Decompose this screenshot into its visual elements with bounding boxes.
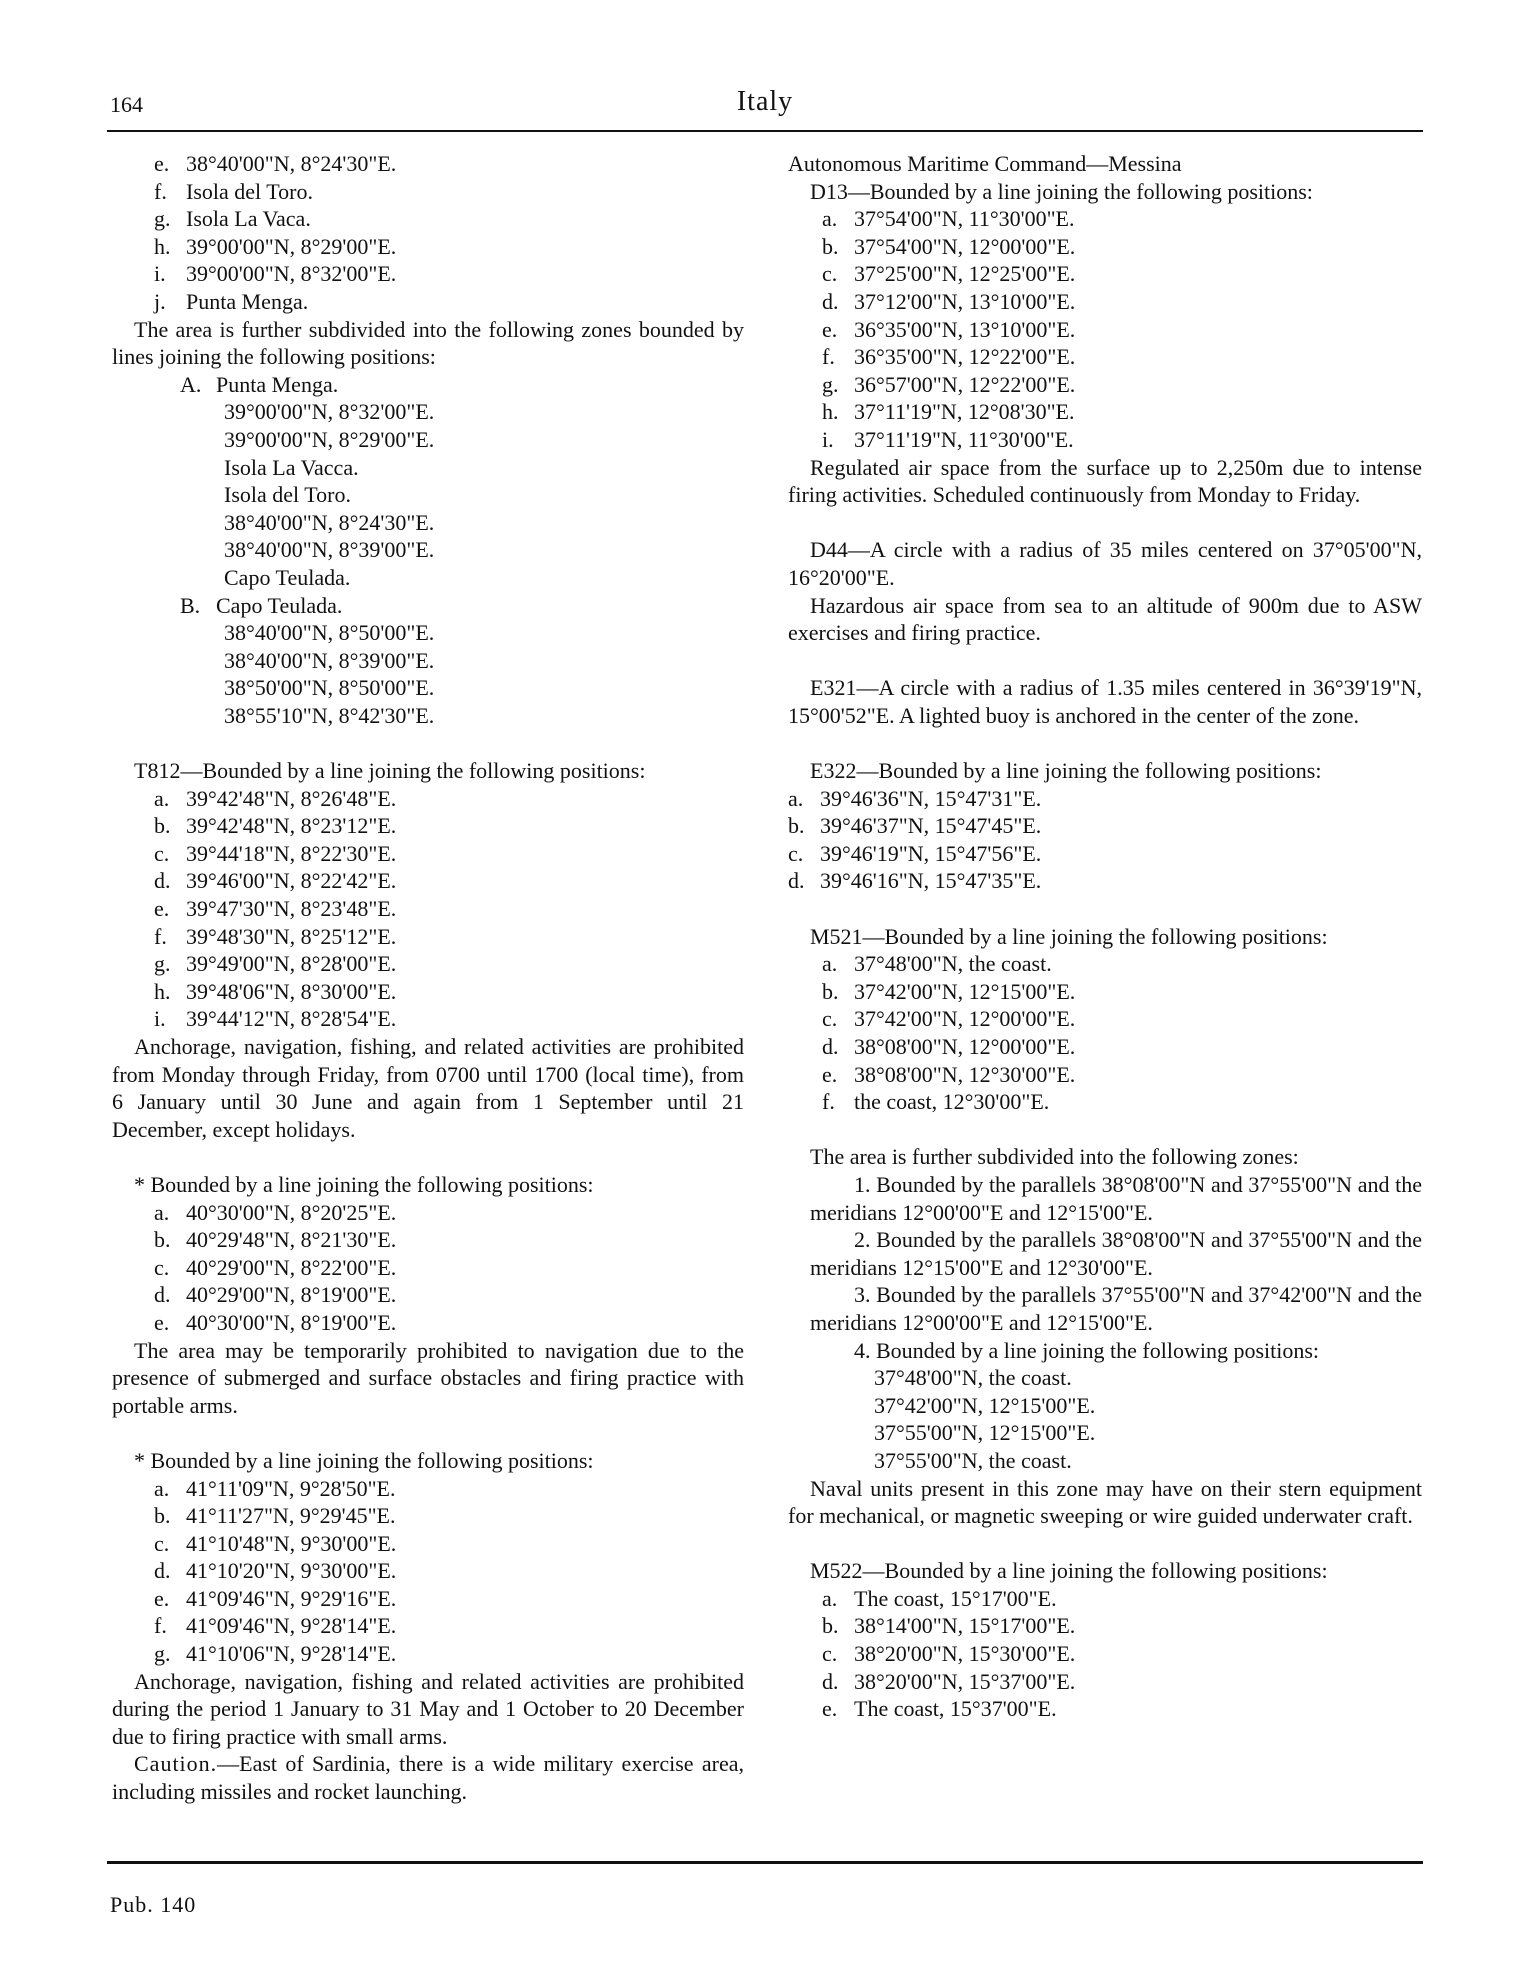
list-item (154, 978, 744, 1006)
list-item-text: 39°46'37"N, 15°47'45"E. (820, 813, 1042, 839)
list-item-text: 39°46'36"N, 15°47'31"E. (820, 785, 1042, 811)
list-item-text: Isola del Toro. (186, 178, 313, 204)
list-item-text: 41°11'09"N, 9°28'50"E. (186, 1475, 396, 1501)
footer-pub: Pub. 140 (110, 1892, 197, 1917)
list-item-label: h. (822, 399, 839, 425)
list-item-label: b. (154, 1503, 171, 1529)
list-item-text: 37°54'00"N, 11°30'00"E. (854, 206, 1075, 232)
list-item (154, 812, 744, 840)
list-item (154, 1612, 744, 1640)
star1-heading: * Bounded by a line joining the following positions: (134, 1171, 594, 1197)
list-item (822, 398, 1422, 426)
list-item-text: the coast, 12°30'00"E. (854, 1089, 1050, 1115)
list-item (154, 1475, 744, 1503)
list-item (822, 233, 1422, 261)
list-item-label: a. (822, 206, 838, 232)
list-item (822, 343, 1422, 371)
list-item-text: 39°00'00"N, 8°29'00"E. (186, 233, 397, 259)
list-item-label: g. (154, 951, 171, 977)
list-item-text: 41°09'46"N, 9°29'16"E. (186, 1585, 397, 1611)
list-item-text: 37°11'19"N, 11°30'00"E. (854, 426, 1074, 452)
list-item-label: f. (822, 1089, 835, 1115)
position-line: Isola del Toro. (224, 482, 351, 508)
list-item (822, 426, 1422, 454)
list-item-text: 39°49'00"N, 8°28'00"E. (186, 951, 397, 977)
e321-text: E321—A circle with a radius of 1.35 miles centered in 36°39'19"N, 15°00'52"E. A lighted buoy is anchored in the center of the zone. (788, 675, 1422, 728)
list-item (154, 1309, 744, 1337)
list-item-label: c. (822, 1006, 838, 1032)
list-item (154, 1254, 744, 1282)
list-item (154, 840, 744, 868)
list-item-text: 38°08'00"N, 12°00'00"E. (854, 1034, 1076, 1059)
list-item-text: 38°08'00"N, 12°30'00"E. (854, 1061, 1076, 1087)
list-item-text: 37°11'19"N, 12°08'30"E. (854, 399, 1075, 425)
list-item (154, 923, 744, 951)
list-item-label: i. (822, 426, 834, 452)
list-item-label: b. (822, 1613, 839, 1639)
list-item (154, 867, 744, 895)
list-item-label: h. (154, 978, 171, 1004)
star2-list (112, 1475, 744, 1668)
position-line: 37°55'00"N, the coast. (874, 1447, 1072, 1473)
list-item-text: 39°44'18"N, 8°22'30"E. (186, 840, 397, 866)
list-item-text: 38°14'00"N, 15°17'00"E. (854, 1613, 1076, 1639)
d44-text: D44—A circle with a radius of 35 miles centered on 37°05'00"N, 16°20'00"E. (788, 537, 1422, 590)
position-line: Capo Teulada. (224, 564, 351, 590)
list-item-text: 40°30'00"N, 8°20'25"E. (186, 1199, 397, 1225)
list-item (822, 1585, 1422, 1613)
list-item-text: 39°46'00"N, 8°22'42"E. (186, 868, 397, 894)
list-item-text: 36°35'00"N, 12°22'00"E. (854, 344, 1076, 370)
zone-4-points (788, 1364, 1422, 1474)
list-item-label: a. (822, 951, 838, 977)
list-item (154, 950, 744, 978)
list-item-label: d. (822, 1668, 839, 1694)
list-item (154, 1281, 744, 1309)
list-item-text: 39°42'48"N, 8°23'12"E. (186, 813, 397, 839)
d13-list (788, 205, 1422, 453)
list-item-label: e. (154, 896, 170, 922)
position-line: 38°40'00"N, 8°39'00"E. (224, 537, 435, 563)
list-item-text: 39°46'16"N, 15°47'35"E. (820, 868, 1042, 894)
list-item (788, 867, 1422, 895)
list-item (154, 1530, 744, 1558)
footer-rule (107, 1861, 1423, 1864)
list-item-text: 40°29'00"N, 8°19'00"E. (186, 1282, 397, 1308)
list-item-label: e. (822, 1696, 838, 1722)
list-item-label: c. (154, 1254, 170, 1280)
list-item-text: 39°44'12"N, 8°28'54"E. (186, 1006, 397, 1032)
star2-heading: * Bounded by a line joining the following positions: (134, 1447, 594, 1473)
position-line: 39°00'00"N, 8°32'00"E. (224, 399, 435, 425)
list-item-label: c. (822, 1641, 838, 1667)
position-line: 39°00'00"N, 8°29'00"E. (224, 426, 435, 452)
list-item-label: a. (154, 785, 170, 811)
list-item-label: f. (154, 178, 167, 204)
d13-heading: D13—Bounded by a line joining the following positions: (810, 178, 1313, 204)
position-line: 38°55'10"N, 8°42'30"E. (224, 702, 435, 728)
list-item-text: 39°46'19"N, 15°47'56"E. (820, 840, 1042, 866)
list-item-label: e. (822, 1061, 838, 1087)
list-item (822, 950, 1422, 978)
list-item-label: f. (154, 1613, 167, 1639)
list-item (154, 785, 744, 813)
list-item-text: 40°29'00"N, 8°22'00"E. (186, 1254, 397, 1280)
caution-text: Caution.—East of Sardinia, there is a wide military exercise area, including missiles and rocket launching. (112, 1751, 744, 1805)
m521-heading: M521—Bounded by a line joining the following positions: (810, 923, 1328, 949)
list-item (822, 316, 1422, 344)
m522-heading: M522—Bounded by a line joining the following positions: (810, 1558, 1328, 1584)
t812-text: Anchorage, navigation, fishing, and related activities are prohibited from Monday through Friday, from 0700 until 1700 (local time), from 6 January until 30 June and again from 1 September until 21 December, except holidays. (112, 1034, 744, 1142)
caution-label: Caution. (134, 1751, 218, 1777)
list-item-label: h. (154, 233, 171, 259)
list-item (154, 205, 744, 233)
zone-a-label: A. Punta Menga. (180, 371, 339, 397)
list-item-text: 41°09'46"N, 9°28'14"E. (186, 1613, 397, 1639)
list-item (154, 1199, 744, 1227)
zone-b-points (112, 619, 744, 729)
list-item-text: 39°48'06"N, 8°30'00"E. (186, 978, 397, 1004)
list-item-label: f. (154, 923, 167, 949)
list-item-label: c. (788, 840, 804, 866)
list-item-label: c. (154, 840, 170, 866)
list-item-label: d. (822, 1034, 839, 1059)
list-item-text: 36°57'00"N, 12°22'00"E. (854, 371, 1076, 397)
right-column (788, 150, 1422, 1723)
position-line: 38°40'00"N, 8°50'00"E. (224, 620, 435, 646)
m521-sub-heading: The area is further subdivided into the following zones: (810, 1144, 1299, 1170)
list-item (822, 1668, 1422, 1696)
list-item-text: 37°42'00"N, 12°00'00"E. (854, 1006, 1076, 1032)
list-item (822, 1033, 1422, 1061)
list-item-label: b. (788, 813, 805, 839)
list-item-label: j. (154, 288, 166, 314)
list-item-text: 39°00'00"N, 8°32'00"E. (186, 261, 397, 287)
list-item (822, 1640, 1422, 1668)
list-item-label: d. (822, 288, 839, 314)
e322-heading: E322—Bounded by a line joining the following positions: (810, 758, 1322, 784)
star1-list (112, 1199, 744, 1337)
list-item-label: e. (822, 316, 838, 342)
list-item (788, 840, 1422, 868)
position-line: 38°40'00"N, 8°24'30"E. (224, 509, 435, 535)
list-item-text: 39°48'30"N, 8°25'12"E. (186, 923, 397, 949)
list-item (154, 288, 744, 316)
list-item-label: d. (154, 1282, 171, 1308)
position-line: 38°40'00"N, 8°39'00"E. (224, 647, 435, 673)
list-item-label: b. (822, 978, 839, 1004)
list-item (822, 1088, 1422, 1116)
list-item-label: e. (154, 1309, 170, 1335)
page-title: Italy (736, 86, 794, 117)
list-item-label: e. (154, 1585, 170, 1611)
list-item-text: 37°12'00"N, 13°10'00"E. (854, 288, 1076, 314)
list-item (822, 978, 1422, 1006)
list-item (822, 1612, 1422, 1640)
list-item (822, 371, 1422, 399)
star1-text: The area may be temporarily prohibited to navigation due to the presence of submerged and surface obstacles and firing practice with portable arms. (112, 1337, 744, 1418)
t812-list (112, 785, 744, 1033)
header-rule (107, 130, 1423, 132)
position-line: 38°50'00"N, 8°50'00"E. (224, 675, 435, 701)
list-item-label: d. (154, 1558, 171, 1584)
list-item (154, 1502, 744, 1530)
zone-b-label: B. Capo Teulada. (180, 592, 343, 618)
list-item-text: 39°47'30"N, 8°23'48"E. (186, 896, 397, 922)
list-item-text: Punta Menga. (186, 288, 309, 314)
page-number: 164 (110, 92, 143, 117)
d44-text-2: Hazardous air space from sea to an altitude of 900m due to ASW exercises and firing practice. (788, 592, 1422, 646)
list-item-text: 40°30'00"N, 8°19'00"E. (186, 1309, 397, 1335)
list-item (154, 1005, 744, 1033)
list-item (822, 260, 1422, 288)
star2-text: Anchorage, navigation, fishing and related activities are prohibited during the period 1 January to 31 May and 1 October to 20 December due to firing practice with small arms. (112, 1668, 744, 1749)
list-item-text: 41°10'48"N, 9°30'00"E. (186, 1530, 397, 1556)
list-item-text: The coast, 15°37'00"E. (854, 1696, 1057, 1722)
list-item (788, 812, 1422, 840)
zone-3-text: 3. Bounded by the parallels 37°55'00"N and 37°42'00"N and the meridians 12°00'00"E and 12°15'00"E. (810, 1282, 1422, 1335)
list-item (154, 1226, 744, 1254)
list-item-text: 41°10'06"N, 9°28'14"E. (186, 1641, 397, 1667)
list-item-label: g. (822, 371, 839, 397)
list-item-label: a. (788, 785, 804, 811)
list-item-text: 38°40'00"N, 8°24'30"E. (186, 151, 397, 176)
list-item-label: i. (154, 1006, 166, 1032)
list-item-text: 38°20'00"N, 15°30'00"E. (854, 1641, 1076, 1667)
list-item (822, 205, 1422, 233)
list-item-label: a. (154, 1199, 170, 1225)
m521-list (788, 950, 1422, 1116)
list-item-label: f. (822, 344, 835, 370)
position-line: 37°48'00"N, the coast. (874, 1365, 1072, 1391)
list-item-label: c. (822, 261, 838, 287)
list-item-label: g. (154, 1641, 171, 1667)
list-item-label: a. (822, 1585, 838, 1611)
list-item-text: 37°48'00"N, the coast. (854, 951, 1052, 977)
position-line: 37°42'00"N, 12°15'00"E. (874, 1392, 1096, 1418)
list-item-label: i. (154, 261, 166, 287)
naval-text: Naval units present in this zone may have on their stern equipment for mechanical, or magnetic sweeping or wire guided underwater craft. (788, 1475, 1422, 1529)
position-line: Isola La Vacca. (224, 454, 359, 480)
list-item-text: 39°42'48"N, 8°26'48"E. (186, 785, 397, 811)
list-item (154, 1557, 744, 1585)
list-item (154, 1640, 744, 1668)
e322-list (788, 785, 1422, 895)
list-item (822, 288, 1422, 316)
list-item-text: The coast, 15°17'00"E. (854, 1585, 1057, 1611)
d13-text: Regulated air space from the surface up to 2,250m due to intense firing activities. Scheduled continuously from Monday to Friday. (788, 454, 1422, 508)
zone-4-heading: 4. Bounded by a line joining the following positions: (854, 1337, 1320, 1363)
list-e-j (112, 150, 744, 316)
list-item (788, 785, 1422, 813)
t812-heading: T812—Bounded by a line joining the following positions: (134, 758, 646, 784)
list-item (822, 1695, 1422, 1723)
list-item (822, 1005, 1422, 1033)
list-item (154, 178, 744, 206)
list-item-label: b. (154, 1227, 171, 1253)
list-item (154, 233, 744, 261)
list-item-text: Isola La Vaca. (186, 206, 311, 232)
position-line: 37°55'00"N, 12°15'00"E. (874, 1420, 1096, 1446)
list-item-text: 36°35'00"N, 13°10'00"E. (854, 316, 1076, 342)
list-item-label: d. (788, 868, 805, 894)
list-item-label: b. (154, 813, 171, 839)
list-item-text: 41°10'20"N, 9°30'00"E. (186, 1558, 397, 1584)
list-item-label: b. (822, 233, 839, 259)
subdivided-text: The area is further subdivided into the following zones bounded by lines joining the following positions: (112, 316, 744, 370)
zone-2-text: 2. Bounded by the parallels 38°08'00"N and 37°55'00"N and the meridians 12°15'00"E and 12°30'00"E. (810, 1227, 1422, 1280)
command-heading: Autonomous Maritime Command—Messina (788, 151, 1182, 176)
zone-a-points (112, 398, 744, 591)
list-item-label: d. (154, 868, 171, 894)
list-item (154, 1585, 744, 1613)
list-item (154, 895, 744, 923)
list-item-text: 37°42'00"N, 12°15'00"E. (854, 978, 1076, 1004)
list-item-label: e. (154, 151, 170, 176)
list-item (154, 260, 744, 288)
list-item-text: 41°11'27"N, 9°29'45"E. (186, 1503, 396, 1529)
list-item (822, 1061, 1422, 1089)
list-item-text: 40°29'48"N, 8°21'30"E. (186, 1227, 397, 1253)
list-item-label: a. (154, 1475, 170, 1501)
list-item-text: 37°54'00"N, 12°00'00"E. (854, 233, 1076, 259)
left-column (112, 150, 744, 1806)
list-item-text: 38°20'00"N, 15°37'00"E. (854, 1668, 1076, 1694)
list-item-label: c. (154, 1530, 170, 1556)
list-item-text: 37°25'00"N, 12°25'00"E. (854, 261, 1076, 287)
zone-1-text: 1. Bounded by the parallels 38°08'00"N and 37°55'00"N and the meridians 12°00'00"E and 12°15'00"E. (810, 1171, 1422, 1225)
list-item-label: g. (154, 206, 171, 232)
list-item (154, 150, 744, 178)
m522-list (788, 1585, 1422, 1723)
